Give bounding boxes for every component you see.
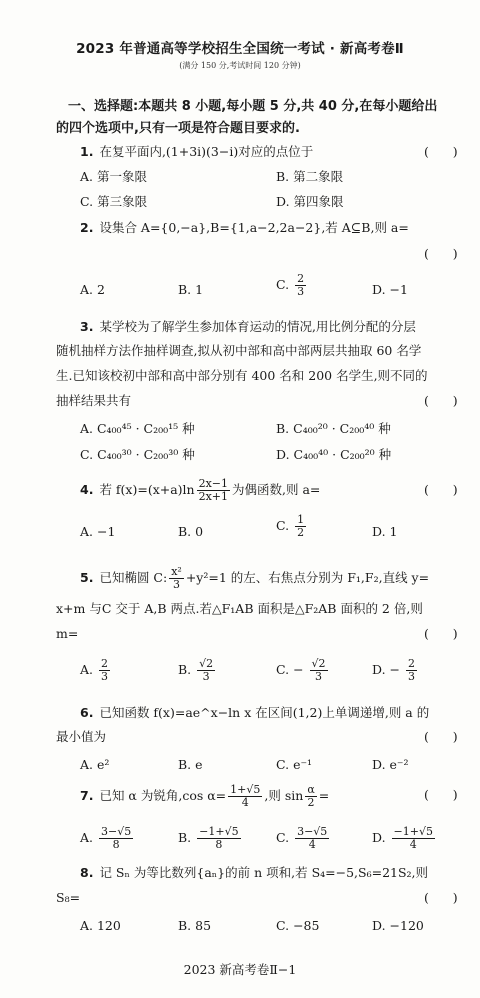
fraction-numerator: α	[307, 783, 315, 796]
option-d: D. −1	[372, 282, 408, 297]
question-text: 设集合 A={0,−a},B={1,a−2,2a−2},若 A⊆B,则 a=	[99, 220, 409, 235]
option-b: B. 1	[178, 282, 204, 297]
fraction	[310, 658, 328, 683]
option-d: D. e⁻²	[372, 757, 409, 772]
question-text: 某学校为了解学生参加体育运动的情况,用比例分配的分层	[99, 319, 416, 334]
question-number: 2.	[80, 220, 94, 235]
fraction	[99, 658, 110, 683]
option-a: A. C₄₀₀⁴⁵ · C₂₀₀¹⁵ 种	[80, 421, 195, 436]
fraction-denominator: 2	[297, 526, 305, 539]
fraction-numerator: 3−√5	[101, 825, 132, 838]
answer-paren: ( )	[424, 787, 458, 802]
option-a: A. −1	[80, 524, 116, 539]
fraction	[305, 784, 316, 809]
question-text: 在复平面内,(1+3i)(3−i)对应的点位于	[99, 144, 314, 159]
page-footer: 2023 新高考卷Ⅱ−1	[183, 962, 297, 977]
answer-paren: ( )	[424, 729, 458, 744]
fraction-numerator: 2	[407, 657, 415, 670]
option-b: B. 85	[178, 918, 212, 933]
fraction-denominator: 4	[241, 796, 249, 809]
fraction-numerator: −1+√5	[393, 825, 433, 838]
fraction	[197, 826, 240, 851]
fraction	[197, 478, 230, 503]
section-heading-cont: 的四个选项中,只有一项是符合题目要求的.	[56, 121, 300, 136]
fraction	[295, 514, 306, 539]
option-d: D. −120	[372, 918, 424, 933]
question-text-mid: ,则 sin	[264, 788, 304, 803]
option-c: C. −85	[276, 918, 320, 933]
option-c: C. e⁻¹	[276, 757, 313, 772]
fraction-denominator: 3	[173, 578, 181, 591]
fraction-denominator: 4	[308, 838, 316, 851]
option-label: C. −	[276, 662, 304, 677]
fraction-numerator: √2	[311, 657, 326, 670]
question-3	[80, 318, 416, 336]
option-label: D. −	[372, 662, 400, 677]
question-number: 3.	[80, 319, 94, 334]
question-6	[80, 704, 429, 722]
fraction	[406, 658, 417, 683]
fraction-numerator: 1	[297, 513, 305, 526]
fraction	[228, 784, 262, 809]
option-c: C. C₄₀₀³⁰ · C₂₀₀³⁰ 种	[80, 447, 195, 462]
fraction-numerator: x²	[171, 565, 182, 578]
option-b	[178, 826, 243, 851]
question-number: 6.	[80, 705, 94, 720]
option-b: B. e	[178, 757, 203, 772]
option-label: C.	[276, 277, 290, 292]
answer-paren: ( )	[424, 890, 458, 905]
option-a	[80, 658, 112, 683]
option-b: B. C₄₀₀²⁰ · C₂₀₀⁴⁰ 种	[276, 421, 391, 436]
question-5	[80, 566, 429, 591]
question-text-end: =	[318, 788, 330, 803]
fraction-denominator: 3	[202, 670, 210, 683]
option-a: A. 第一象限	[80, 169, 147, 184]
question-text: 记 Sₙ 为等比数列{aₙ}的前 n 项和,若 S₄=−5,S₆=21S₂,则	[99, 865, 429, 880]
question-number: 1.	[80, 144, 94, 159]
question-3-line-2: 随机抽样方法作抽样调查,拟从初中部和高中部两层共抽取 60 名学	[56, 343, 422, 358]
option-a: A. e²	[80, 757, 110, 772]
option-b	[178, 658, 217, 683]
fraction-numerator: √2	[199, 657, 214, 670]
option-c: C. 第三象限	[80, 194, 148, 209]
answer-paren: ( )	[424, 626, 458, 641]
question-1	[80, 143, 313, 161]
fraction	[295, 826, 329, 851]
option-d: D. 1	[372, 524, 398, 539]
option-label: A.	[80, 830, 94, 845]
fraction	[392, 826, 435, 851]
option-a: A. 120	[80, 918, 121, 933]
option-d	[372, 826, 437, 851]
option-d: D. C₄₀₀⁴⁰ · C₂₀₀²⁰ 种	[276, 447, 392, 462]
question-3-line-4: 抽样结果共有	[56, 393, 132, 408]
question-text-end: 为偶函数,则 a=	[232, 482, 321, 497]
fraction	[295, 273, 306, 298]
fraction-denominator: 3	[315, 670, 323, 683]
option-label: B.	[178, 830, 192, 845]
fraction-numerator: 2	[101, 657, 108, 670]
fraction-denominator: 2x+1	[198, 490, 229, 503]
question-8	[80, 864, 428, 882]
question-2	[80, 219, 409, 237]
question-8-line-2: S₈=	[56, 890, 81, 905]
option-d: D. 第四象限	[276, 194, 344, 209]
option-b: B. 第二象限	[276, 169, 344, 184]
page-subtitle: (满分 150 分,考试时间 120 分钟)	[179, 61, 301, 70]
option-c	[276, 514, 308, 539]
option-label: A.	[80, 662, 94, 677]
section-heading: 一、选择题:本题共 8 小题,每小题 5 分,共 40 分,在每小题给出	[68, 99, 438, 114]
question-6-line-2: 最小值为	[56, 729, 107, 744]
fraction-denominator: 8	[112, 838, 120, 851]
option-c	[276, 658, 330, 683]
question-text: 已知函数 f(x)=ae^x−ln x 在区间(1,2)上单调递增,则 a 的	[99, 705, 430, 720]
fraction-numerator: 2	[297, 272, 305, 285]
question-text: 已知 α 为锐角,cos α=	[99, 788, 227, 803]
option-label: C.	[276, 518, 290, 533]
answer-paren: ( )	[424, 482, 458, 497]
question-number: 4.	[80, 482, 94, 497]
answer-paren: ( )	[424, 144, 458, 159]
option-c	[276, 273, 308, 298]
question-3-line-3: 生.已知该校初中部和高中部分别有 400 名和 200 名学生,则不同的	[56, 368, 428, 383]
page-title: 2023 年普通高等学校招生全国统一考试 · 新高考卷Ⅱ	[76, 41, 404, 57]
question-7	[80, 784, 329, 809]
option-c	[276, 826, 331, 851]
question-number: 5.	[80, 570, 94, 585]
question-4	[80, 478, 320, 503]
question-number: 8.	[80, 865, 94, 880]
answer-paren: ( )	[424, 246, 458, 261]
fraction-denominator: 3	[297, 285, 305, 298]
question-text: 若 f(x)=(x+a)ln	[99, 482, 195, 497]
option-a	[80, 826, 135, 851]
question-5-line-2: x+m 与C 交于 A,B 两点.若△F₁AB 面积是△F₂AB 面积的 2 倍,则	[56, 601, 423, 616]
fraction-denominator: 4	[409, 838, 417, 851]
option-b: B. 0	[178, 524, 204, 539]
answer-paren: ( )	[424, 393, 458, 408]
fraction-numerator: 3−√5	[297, 825, 328, 838]
question-5-line-3: m=	[56, 626, 79, 641]
fraction-numerator: −1+√5	[199, 825, 239, 838]
fraction-denominator: 8	[215, 838, 223, 851]
question-number: 7.	[80, 788, 94, 803]
fraction-numerator: 2x−1	[198, 477, 229, 490]
fraction-denominator: 2	[307, 796, 315, 809]
option-label: B.	[178, 662, 192, 677]
option-d	[372, 658, 419, 683]
fraction	[197, 658, 215, 683]
fraction-numerator: 1+√5	[230, 783, 261, 796]
option-label: C.	[276, 830, 290, 845]
fraction	[169, 566, 184, 591]
fraction	[99, 826, 133, 851]
fraction-denominator: 3	[407, 670, 415, 683]
fraction-denominator: 3	[101, 670, 108, 683]
option-label: D.	[372, 830, 386, 845]
question-text-end: +y²=1 的左、右焦点分别为 F₁,F₂,直线 y=	[185, 570, 430, 585]
option-a: A. 2	[80, 282, 105, 297]
question-text: 已知椭圆 C:	[99, 570, 168, 585]
